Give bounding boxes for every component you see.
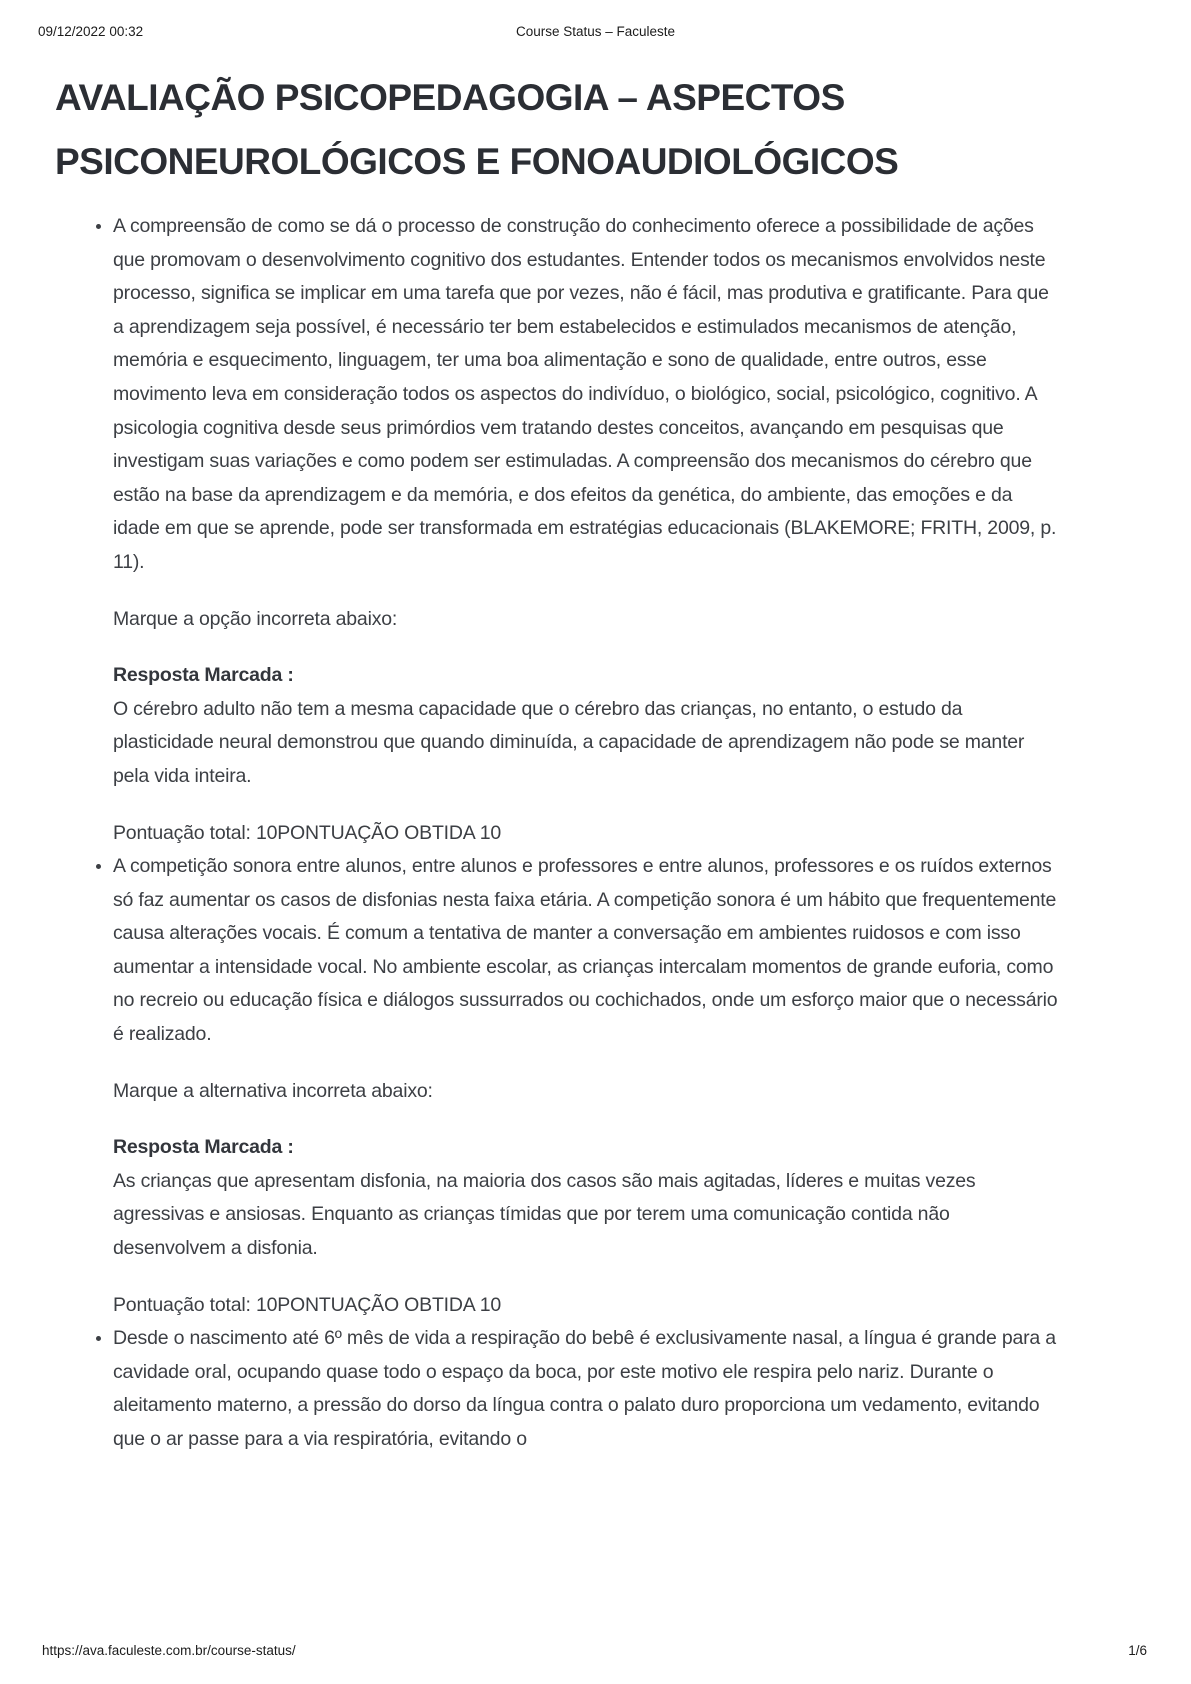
question-body: • A compreensão de como se dá o processo de construção do conhecimento oferece a possibilidade de ações que promovam o desenvolvimento cognitivo dos estudantes. Entender todos os mecanismos envolvidos neste processo, significa se implicar em uma tarefa que por vezes, não é fácil, mas produtiva e gratificante. Para que a aprendizagem seja possível, é necessário ter bem estabelecidos e estimulados mecanismos de atenção, memória e esquecimento, linguagem, ter uma boa alimentação e sono de qualidade, entre outros, esse movimento leva em consideração todos os aspectos do indivíduo, o biológico, social, psicológico, cognitivo. A psicologia cognitiva desde seus primórdios vem tratando destes conceitos, avançando em pesquisas que investigam suas variações e como podem ser estimuladas. A compreensão dos mecanismos do cérebro que estão na base da aprendizagem e da memória, e dos efeitos da genética, do ambiente, das emoções e da idade em que se aprende, pode ser transformada em estratégias educacionais (BLAKEMORE; FRITH, 2009, p. 11). [113,215,1057,573]
answer-label: Resposta Marcada : [113,1136,294,1159]
answer-block [113,659,1063,793]
question-item-3 [113,1322,1063,1456]
page-indicator: 1/6 [1128,1643,1147,1658]
question-prompt: Marque a opção incorreta abaixo: [113,607,398,630]
print-datetime: 09/12/2022 00:32 [38,24,144,39]
answer-text: As crianças que apresentam disfonia, na maioria dos casos são mais agitadas, líderes e muitas vezes agressivas e ansiosas. Enquanto as crianças tímidas que por terem uma comunicação contida não desenvolvem a disfonia. [113,1169,976,1260]
question-prompt: Marque a alternativa incorreta abaixo: [113,1079,433,1102]
question-body: • Desde o nascimento até 6º mês de vida a respiração do bebê é exclusivamente nasal, a língua é grande para a cavidade oral, ocupando quase todo o espaço da boca, por este motivo ele respira pelo nariz. Durante o aleitamento materno, a pressão do dorso da língua contra o palato duro proporciona um vedamento, evitando que o ar passe para a via respiratória, evitando o [113,1327,1056,1450]
question-list [0,210,1063,1457]
answer-text: O cérebro adulto não tem a mesma capacidade que o cérebro das crianças, no entanto, o estudo da plasticidade neural demonstrou que quando diminuída, a capacidade de aprendizagem não pode se manter pela vida inteira. [113,697,1025,787]
page-title: AVALIAÇÃO PSICOPEDAGOGIA – ASPECTOS PSICONEUROLÓGICOS E FONOAUDIOLÓGICOS [55,77,899,182]
print-footer [42,1643,1147,1658]
score-line: Pontuação total: 10PONTUAÇÃO OBTIDA 10 [113,821,501,844]
print-header [38,24,1153,44]
question-item-1 [113,210,1063,850]
answer-label: Resposta Marcada : [113,664,294,687]
footer-url: https://ava.faculeste.com.br/course-status/ [42,1643,296,1658]
score-line: Pontuação total: 10PONTUAÇÃO OBTIDA 10 [113,1293,501,1316]
print-doc-title: Course Status – Faculeste [515,24,676,39]
answer-block [113,1131,1063,1265]
question-item-2 [113,850,1063,1322]
question-body: • A competição sonora entre alunos, entre alunos e professores e entre alunos, professores e os ruídos externos só faz aumentar os casos de disfonias nesta faixa etária. A competição sonora é um hábito que frequentemente causa alterações vocais. É comum a tentativa de manter a conversação em ambientes ruidosos e com isso aumentar a intensidade vocal. No ambiente escolar, as crianças intercalam momentos de grande euforia, como no recreio ou educação física e diálogos sussurrados ou cochichados, onde um esforço maior que o necessário é realizado. [113,855,1058,1046]
